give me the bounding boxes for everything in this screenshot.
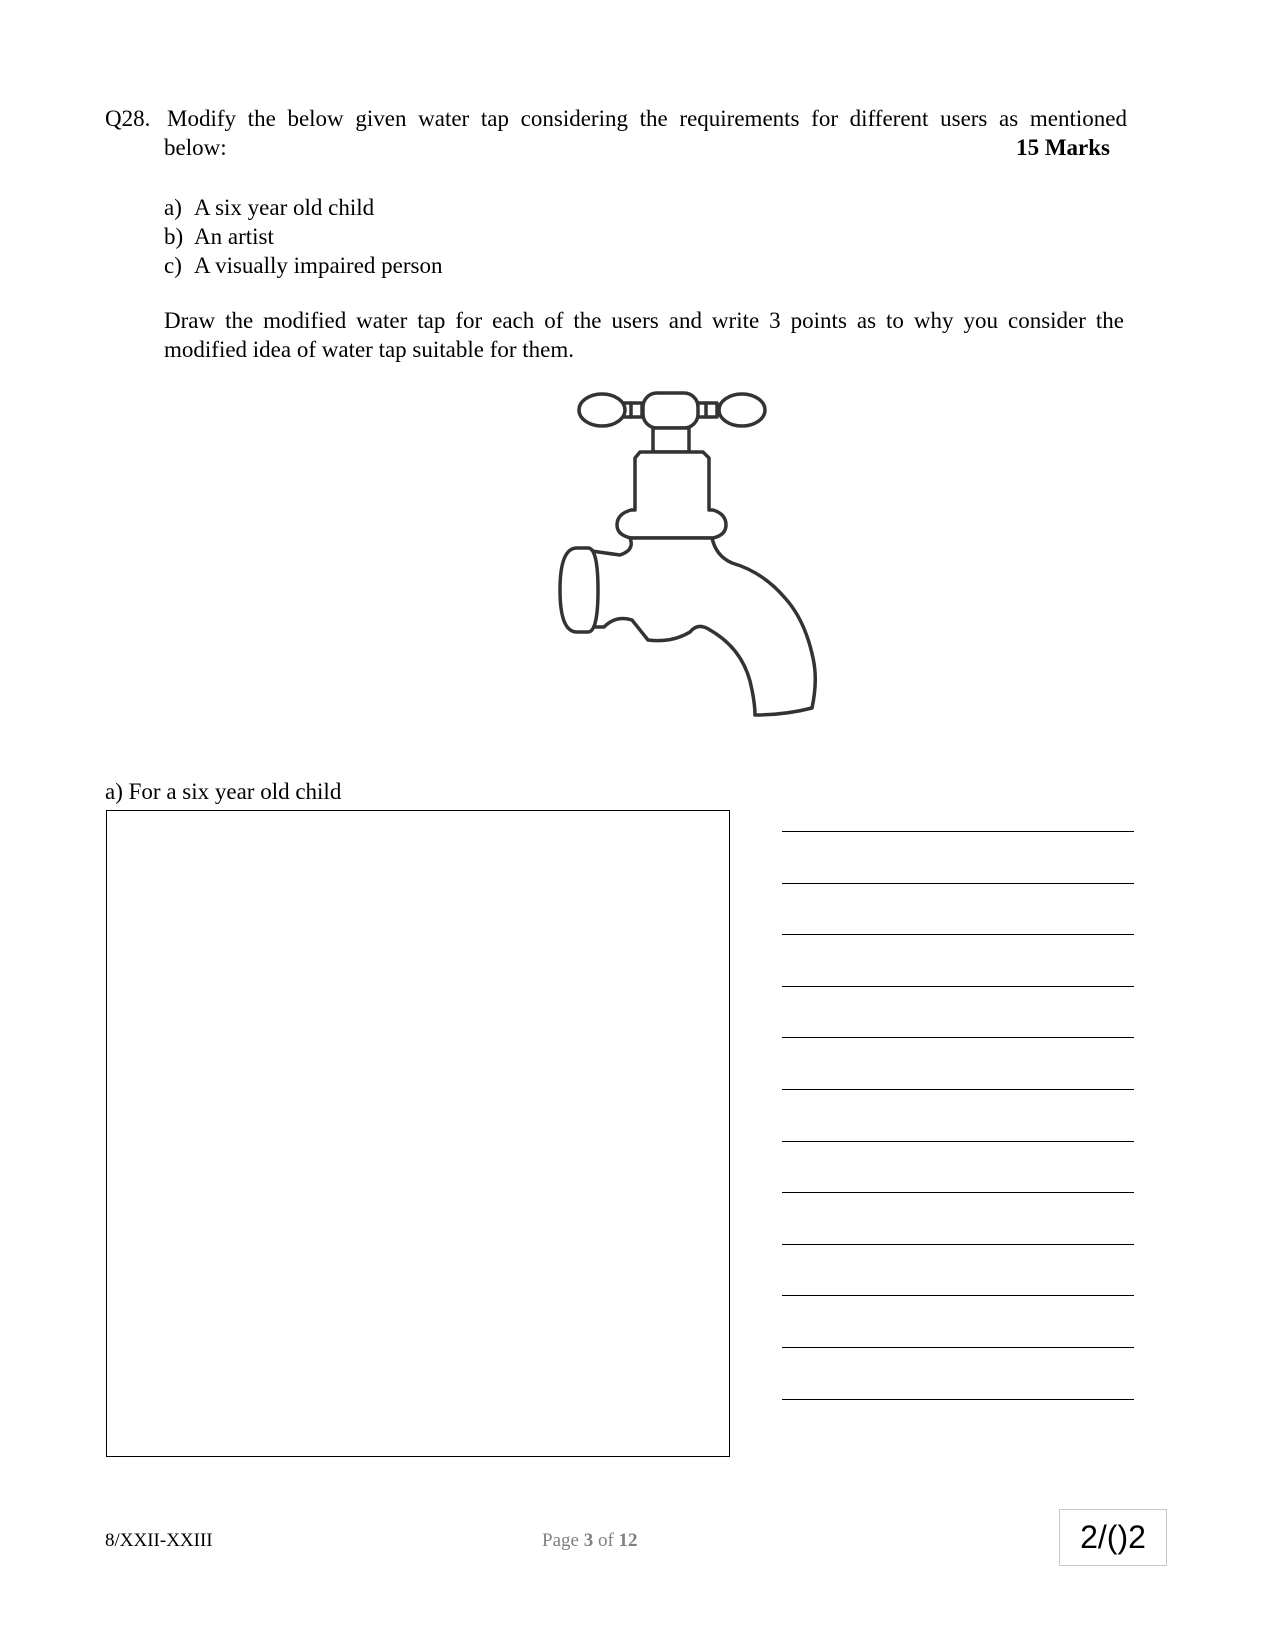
answer-line[interactable] bbox=[782, 1089, 1134, 1090]
answer-line[interactable] bbox=[782, 934, 1134, 935]
answer-line[interactable] bbox=[782, 1295, 1134, 1296]
page-prefix: Page bbox=[542, 1530, 584, 1551]
answer-line[interactable] bbox=[782, 1037, 1134, 1038]
answer-line[interactable] bbox=[782, 883, 1134, 884]
instruction-line1: Draw the modified water tap for each of the users and write 3 points as to why you consider the bbox=[164, 308, 1124, 333]
option-letter: b) bbox=[164, 224, 184, 249]
answer-line[interactable] bbox=[782, 1244, 1134, 1245]
page-of: of bbox=[593, 1530, 619, 1551]
option-letter: c) bbox=[164, 253, 182, 278]
instruction-text bbox=[164, 306, 1124, 364]
water-tap-icon bbox=[540, 390, 840, 720]
answer-line[interactable] bbox=[782, 1399, 1134, 1400]
answer-line[interactable] bbox=[782, 1192, 1134, 1193]
answer-line[interactable] bbox=[782, 831, 1134, 832]
marks-label: 15 Marks bbox=[1016, 135, 1110, 160]
option-text: A visually impaired person bbox=[194, 253, 443, 278]
footer-code: 8/XXII-XXIII bbox=[105, 1530, 213, 1551]
option-b bbox=[164, 222, 274, 251]
question-text-line2: below: bbox=[164, 135, 227, 160]
section-a-label: a) For a six year old child bbox=[105, 779, 342, 804]
answer-line[interactable] bbox=[782, 986, 1134, 987]
option-a bbox=[164, 193, 374, 222]
instruction-line2: modified idea of water tap suitable for them. bbox=[164, 337, 575, 362]
question-text-line1: Modify the below given water tap considering the requirements for different users as mentioned bbox=[167, 106, 1127, 131]
question-number: Q28. bbox=[105, 106, 151, 131]
option-letter: a) bbox=[164, 195, 182, 220]
option-text: An artist bbox=[194, 224, 274, 249]
drawing-box[interactable] bbox=[106, 810, 730, 1457]
page-total: 12 bbox=[618, 1530, 638, 1551]
option-c bbox=[164, 251, 443, 280]
page-number bbox=[542, 1530, 638, 1552]
page-stamp: 2/()2 bbox=[1059, 1509, 1167, 1566]
answer-line[interactable] bbox=[782, 1141, 1134, 1142]
page-current: 3 bbox=[583, 1530, 594, 1551]
answer-line[interactable] bbox=[782, 1347, 1134, 1348]
option-text: A six year old child bbox=[194, 195, 375, 220]
